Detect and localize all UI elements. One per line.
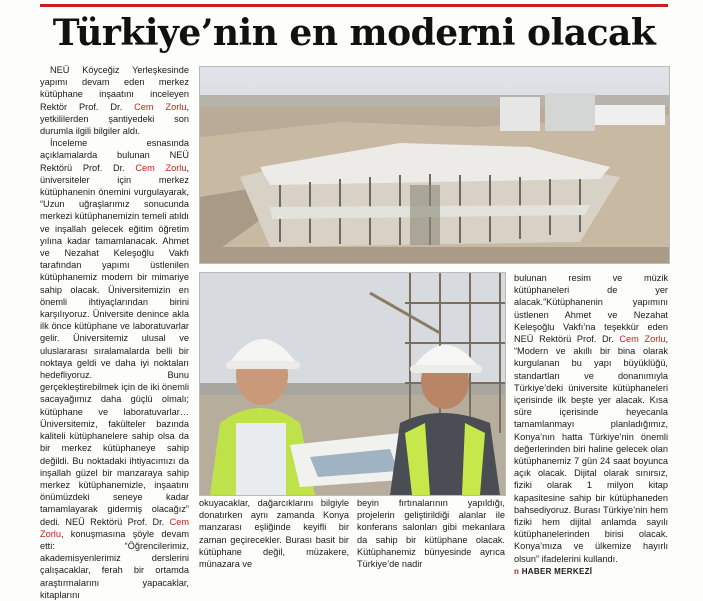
engineers-photo: [199, 272, 506, 496]
paragraph: beyin fırtınalarının yapıldığı, projelerin geliştirildiği alanlar ile konferans salonları gibi mekanlara da sahip bir kütüphane olacak. Kütüphanemiz bünyesinde ayrıca Türkiye’de nadir: [357, 498, 505, 570]
paragraph: bulunan resim ve müzik kütüphaneleri de yer alacak.”Kütüphanenin yapımını üstlenen Ahmet ve Nezahat Keleşoğlu Vakfı’na teşekkür eden NEÜ Rektörü Prof. Dr. Cem Zorlu, “Modern ve akıllı bir bina olarak kurgulanan bu yapı büyüklüğü, standartları ve donanımıyla Türkiye’deki üniversite kütüphaneleri içerisinde ilk beşte yer alacak. Kısa süre içerisinde heyecanla tamamlanmayı planladığımız, Konya’nın hatta Türkiye’nin önemli değerlerinden biri haline gelecek olan kütüphanemiz 7 gün 24 saat boyunca açık olacak. Dijital olarak sınırsız, fiziki olarak 1 milyon kitap kapasitesine sahip bir kütüphaneden bahsediyoruz. Burası Türkiye’nin hem fiziki hem dijital anlamda sayılı kütüphanelerinden birisi olacak. Konya’mıza ve ülkemize hayırlı olsun” ifadelerini kullandı.: [514, 273, 668, 564]
article-column-2: [199, 497, 349, 570]
headline: Türkiye’nin en moderni olacak: [52, 12, 656, 54]
person-name: Cem Zorlu: [134, 101, 187, 112]
article-column-3: [357, 497, 505, 570]
byline-marker-icon: n: [514, 566, 522, 576]
article-column-1: [40, 64, 189, 601]
article-column-4: [514, 272, 668, 578]
header-rule: [40, 4, 668, 7]
paragraph: NEÜ Köyceğiz Yerleşkesinde yapımı devam eden merkez kütüphane inşaatını inceleyen Rektör Prof. Dr. Cem Zorlu, yetkililerden şantiyedeki son durumla ilgili bilgiler aldı.: [40, 65, 189, 137]
paragraph: okuyacaklar, dağarcıklarını bilgiyle donatırken aynı zamanda Konya manzarası eşliğinde keyifli bir zaman geçirecekler. Burası basit bir kütüphane değil, müzakere, münazara ve: [199, 498, 349, 570]
byline: n HABER MERKEZİ: [514, 566, 593, 576]
person-name: Cem Zorlu: [619, 334, 666, 345]
person-name: Cem Zorlu: [135, 162, 187, 173]
person-name: Cem Zorlu: [40, 516, 189, 539]
paragraph: İnceleme esnasında açıklamalarda bulunan NEÜ Rektörü Prof. Dr. Cem Zorlu, üniversiteler için merkez kütüphanenin önemini vurgulayarak, “Uzun uğraşlarımız sonucunda merkezi kütüphanemizin temeli atıldı ve inşallah gelecek eğitim öğretim yılına kadar tamamlanacak. Ahmet ve Nezahat Keleşoğlu Vakfı tarafından yapımı üstlenilen kütüphanemiz modern bir mimariye sahip olacak. Üniversitemizin en önemli ihtiyaçlarından birini karşılıyoruz. Üniversite denince akla ilk önce kütüphane ve laboratuvarlar gelir. Üniversitemiz ulusal ve uluslararası sıralamalarda belli bir noktaya geldi ve daha iyi noktaları hedefliyoruz. Bunu gerçekleştirebilmek için de iki önemli sacayağımız daha güçlü olmalı; kütüphane ve laboratuvarlar… Üniversitemiz, fakülteler bazında kaliteli kütüphanelere sahip olsa da bir merkez kütüphaneye sahip değildi. Bu noktadaki ihtiyacımızı da inşallah güzel bir manzaraya sahip merkez kütüphanemizle, inşaatını önümüzdeki seneye kadar tamamlayarak gidermiş olacağız” dedi. NEÜ Rektörü Prof. Dr. Cem Zorlu, konuşmasına şöyle devam etti: “Öğrencilerimiz, akademisyenlerimiz derslerini çalışacaklar, ferah bir ortamda araştırmalarını yapacaklar, kitaplarını: [40, 138, 189, 600]
construction-site-photo: [199, 66, 670, 264]
